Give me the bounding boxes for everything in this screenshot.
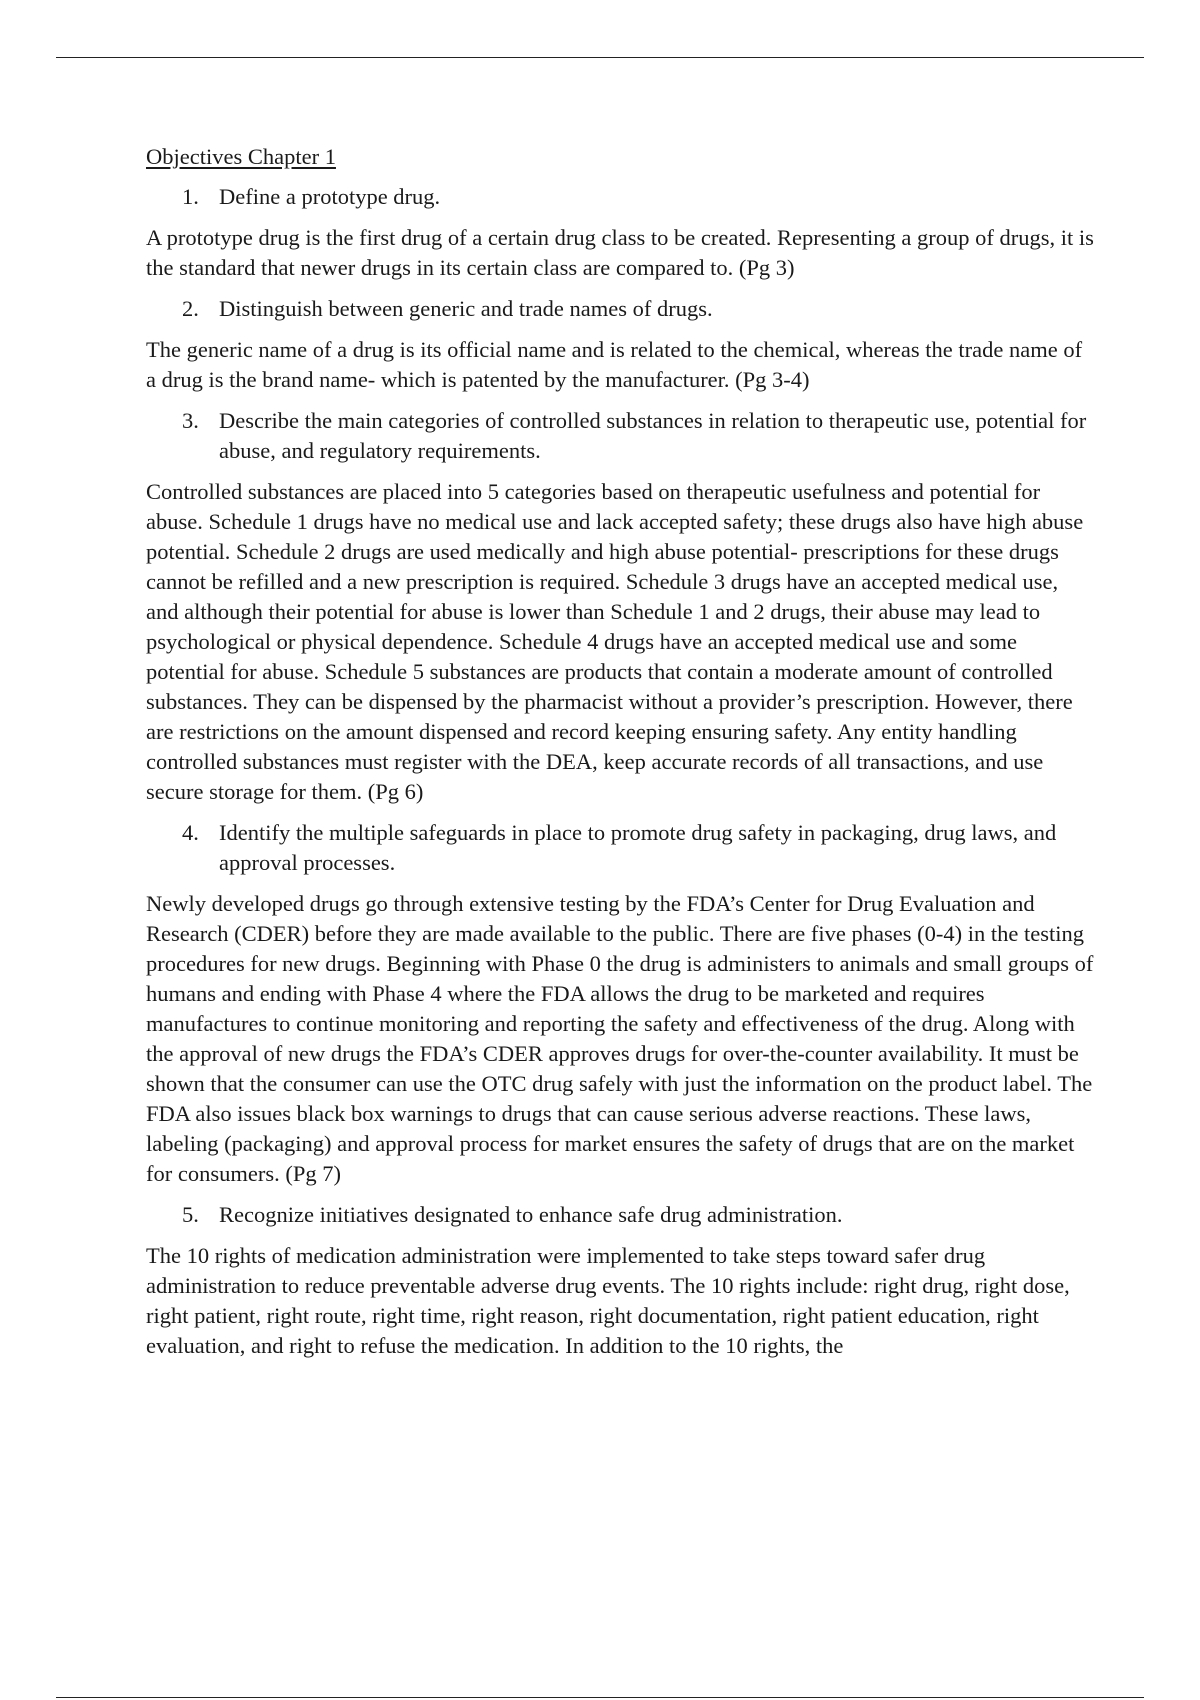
objective-number: 4.	[182, 820, 199, 845]
answer-4: Newly developed drugs go through extensive testing by the FDA’s Center for Drug Evaluation and Research (CDER) before they are made available to the public. There are five phases (0-4) in the testing procedures for new drugs. Beginning with Phase 0 the drug is administers to animals and small groups of humans and ending with Phase 4 where the FDA allows the drug to be marketed and requires manufactures to continue monitoring and reporting the safety and effectiveness of the drug. Along with the approval of new drugs the FDA’s CDER approves drugs for over-the-counter availability. It must be shown that the consumer can use the OTC drug safely with just the information on the product label. The FDA also issues black box warnings to drugs that can cause serious adverse reactions. These laws, labeling (packaging) and approval process for market ensures the safety of drugs that are on the market for consumers. (Pg 7)	[146, 891, 1094, 1186]
answer-1: A prototype drug is the first drug of a certain drug class to be created. Representing a group of drugs, it is the standard that newer drugs in its certain class are compared to. (Pg 3)	[146, 225, 1094, 280]
objective-number: 2.	[182, 296, 199, 321]
page-title: Objectives Chapter 1	[146, 144, 336, 169]
objective-number: 5.	[182, 1202, 199, 1227]
objective-3	[182, 406, 1096, 466]
top-rule	[56, 57, 1144, 58]
objective-number: 1.	[182, 184, 199, 209]
objective-text: Recognize initiatives designated to enhance safe drug administration.	[219, 1202, 843, 1227]
document-body	[146, 142, 1096, 1372]
objective-text: Define a prototype drug.	[219, 184, 441, 209]
objective-text: Describe the main categories of controlled substances in relation to therapeutic use, potential for abuse, and regulatory requirements.	[219, 408, 1087, 463]
objective-text: Distinguish between generic and trade names of drugs.	[219, 296, 713, 321]
objective-1	[182, 182, 1096, 212]
objective-5	[182, 1200, 1096, 1230]
answer-5: The 10 rights of medication administration were implemented to take steps toward safer drug administration to reduce preventable adverse drug events. The 10 rights include: right drug, right dose, right patient, right route, right time, right reason, right documentation, right patient education, right evaluation, and right to refuse the medication. In addition to the 10 rights, the	[146, 1243, 1070, 1358]
objective-number: 3.	[182, 408, 199, 433]
objective-4	[182, 818, 1096, 878]
answer-2: The generic name of a drug is its official name and is related to the chemical, whereas the trade name of a drug is the brand name- which is patented by the manufacturer. (Pg 3-4)	[146, 337, 1083, 392]
answer-3: Controlled substances are placed into 5 categories based on therapeutic usefulness and potential for abuse. Schedule 1 drugs have no medical use and lack accepted safety; these drugs also have high abuse potential. Schedule 2 drugs are used medically and high abuse potential- prescriptions for these drugs cannot be refilled and a new prescription is required. Schedule 3 drugs have an accepted medical use, and although their potential for abuse is lower than Schedule 1 and 2 drugs, their abuse may lead to psychological or physical dependence. Schedule 4 drugs have an accepted medical use and some potential for abuse. Schedule 5 substances are products that contain a moderate amount of controlled substances. They can be dispensed by the pharmacist without a provider’s prescription. However, there are restrictions on the amount dispensed and record keeping ensuring safety. Any entity handling controlled substances must register with the DEA, keep accurate records of all transactions, and use secure storage for them. (Pg 6)	[146, 479, 1084, 804]
objective-2	[182, 294, 1096, 324]
objective-text: Identify the multiple safeguards in place to promote drug safety in packaging, drug laws, and approval processes.	[219, 820, 1057, 875]
bottom-rule	[56, 1697, 1144, 1698]
